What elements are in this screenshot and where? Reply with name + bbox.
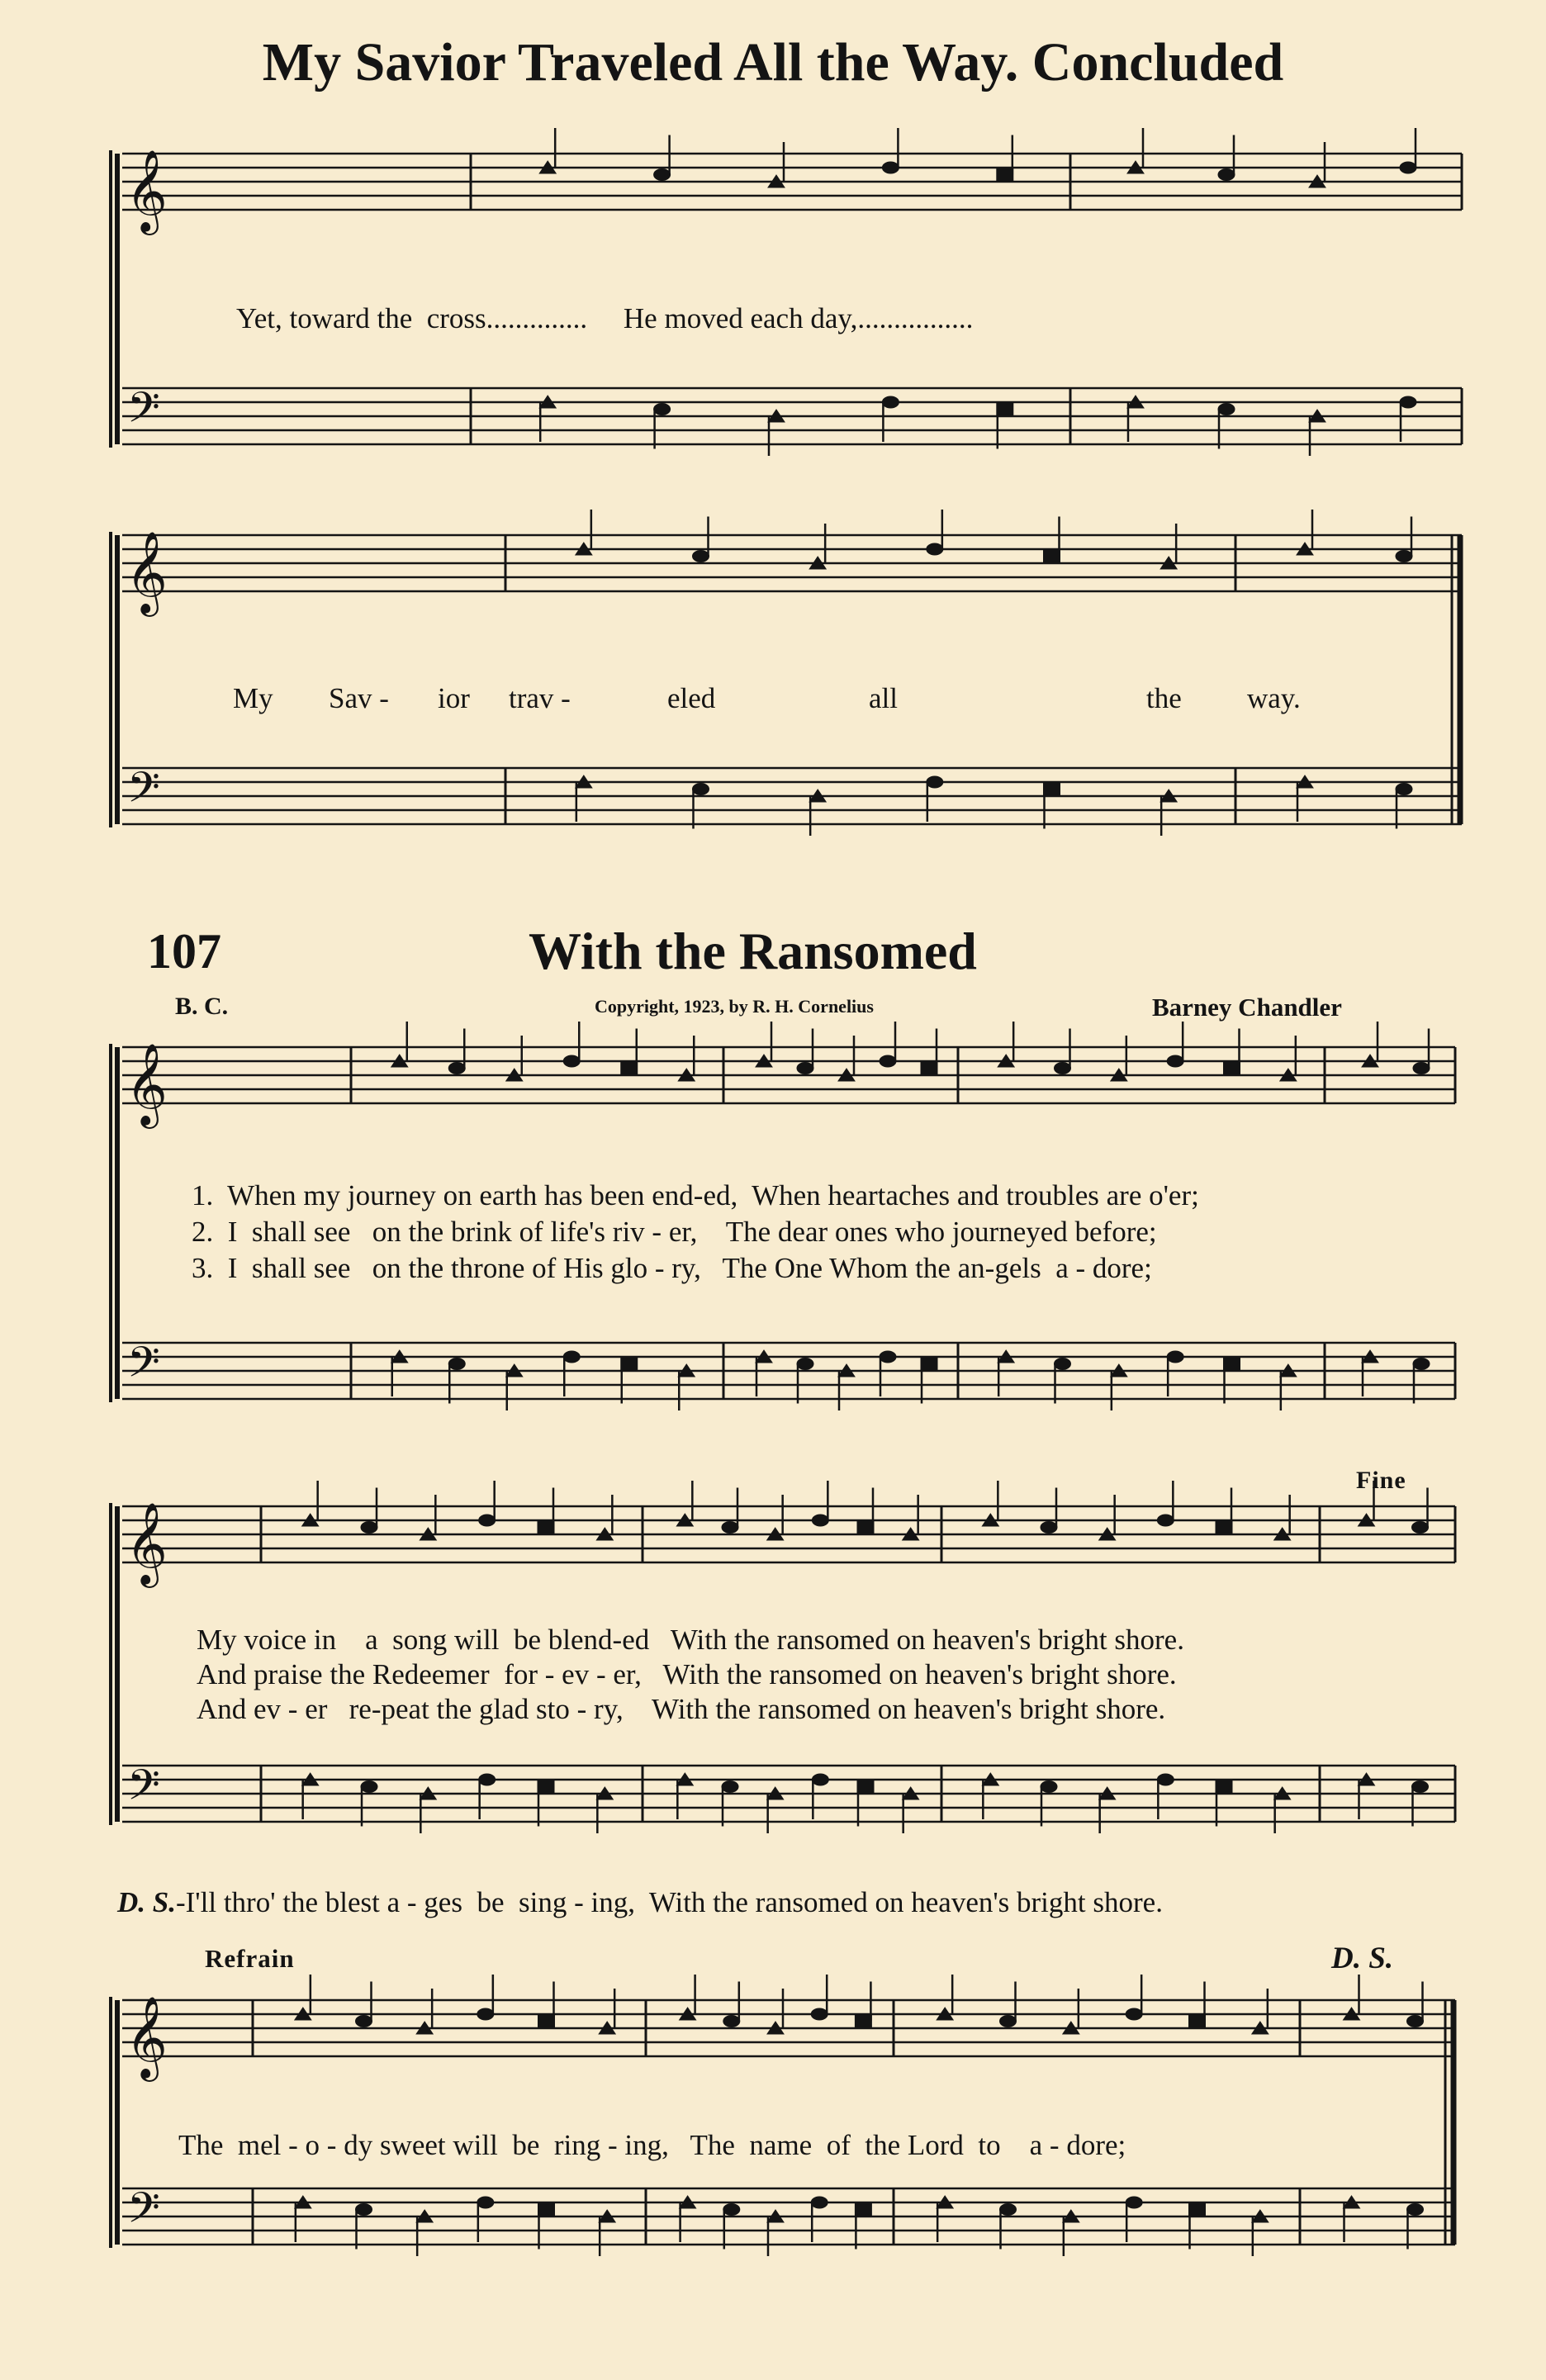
note-head [361,1781,377,1793]
note-head [1216,1781,1232,1793]
note-head [361,1522,377,1534]
note-head [1189,2204,1206,2216]
note-head [723,2016,740,2027]
note-head [356,2016,372,2027]
note-head [997,169,1013,181]
note-head [857,1522,874,1534]
ds-lyric-line [117,1886,1163,1919]
note-head [479,1774,496,1785]
note-head [812,1774,828,1785]
hymn-title: With the Ransomed [529,922,977,980]
bass-clef: 𝄢 [127,762,160,823]
note-head [563,1351,580,1363]
verse-1-line-b: My voice in a song will be blend-ed With the ransomed on heaven's bright shore. [197,1624,1184,1656]
note-head [1000,2016,1017,2027]
note-head [857,1781,874,1793]
verse-3-line-a: 3. I shall see on the throne of His glo - ry, The One Whom the an-gels a - dore; [192,1252,1152,1284]
verse-2-line-a: 2. I shall see on the brink of life's riv - er, The dear ones who journeyed before; [192,1216,1157,1248]
lyric-word: way. [1247,682,1301,714]
note-head [356,2204,372,2216]
note-head [1167,1351,1183,1363]
lyric-word: My [233,682,273,714]
lyric-word: the [1146,682,1182,714]
note-head [538,2016,555,2027]
concluded-song-title: My Savior Traveled All the Way. Concluded [262,32,1284,92]
note-head [811,2008,828,2020]
note-head [538,1781,554,1793]
treble-clef: 𝄞 [126,531,168,614]
note-head [1000,2204,1017,2216]
lyric-word: all [869,682,898,714]
note-head [1413,1063,1430,1074]
note-head [1396,551,1412,562]
bass-clef: 𝄢 [127,1760,160,1820]
verse-1-line-a: 1. When my journey on earth has been end-ed, When heartaches and troubles are o'er; [192,1179,1199,1211]
ds-prefix: D. S. [117,1886,176,1918]
note-head [1412,1781,1429,1793]
bass-clef: 𝄢 [127,2183,160,2243]
note-head [1044,551,1060,562]
refrain-label: Refrain [205,1944,295,1973]
note-head [538,1522,554,1534]
note-head [563,1055,580,1067]
note-head [1216,1522,1232,1534]
lyric-word: ior [438,682,470,714]
note-head [1400,162,1416,173]
note-head [1412,1522,1429,1534]
note-head [880,1351,896,1363]
note-head [811,2197,828,2208]
author-initials: B. C. [175,993,229,1020]
note-head [448,1358,465,1370]
fine-marking: Fine [1356,1467,1406,1494]
treble-clef: 𝄞 [126,1502,168,1585]
note-head [1055,1358,1071,1370]
note-head [1157,1515,1174,1526]
note-head [1400,396,1416,408]
treble-clef: 𝄞 [126,149,168,232]
note-head [1224,1358,1240,1370]
verse-3-line-b: And ev - er re-peat the glad sto - ry, With the ransomed on heaven's bright shore. [197,1693,1166,1725]
lyric-word: trav - [509,682,571,714]
bass-clef: 𝄢 [127,382,160,443]
note-head [880,1055,896,1067]
note-head [1396,784,1412,795]
note-head [723,2204,740,2216]
note-head [1126,2197,1142,2208]
note-head [621,1358,638,1370]
note-head [1055,1063,1071,1074]
refrain-lyric-line: The mel - o - dy sweet will be ring - ing, The name of the Lord to a - dore; [178,2129,1126,2161]
note-head [1167,1055,1183,1067]
treble-clef: 𝄞 [126,1996,168,2079]
note-head [448,1063,465,1074]
note-head [1189,2016,1206,2027]
note-head [855,2204,871,2216]
note-head [1413,1358,1430,1370]
note-head [1218,169,1235,181]
note-head [797,1063,813,1074]
note-head [1041,1781,1057,1793]
lyric-word: Sav - [329,682,389,714]
note-head [693,551,709,562]
note-head [477,2197,494,2208]
note-head [479,1515,496,1526]
note-head [882,396,899,408]
treble-clef: 𝄞 [126,1043,168,1126]
note-head [1041,1522,1057,1534]
note-head [997,404,1013,415]
lyric-line-top-1: Yet, toward the cross.............. He moved each day,................ [236,302,974,334]
note-head [1224,1063,1240,1074]
ds-lyric-text: -I'll thro' the blest a - ges be sing - ing, With the ransomed on heaven's bright shore. [176,1886,1163,1918]
note-head [1407,2204,1424,2216]
note-head [722,1781,738,1793]
note-head [1126,2008,1142,2020]
note-head [812,1515,828,1526]
note-head [654,169,671,181]
bass-clef: 𝄢 [127,1337,160,1397]
note-head [855,2016,871,2027]
note-head [1044,784,1060,795]
note-head [882,162,899,173]
note-head [538,2204,555,2216]
note-head [693,784,709,795]
dal-segno-marking: D. S. [1331,1941,1394,1975]
copyright-notice: Copyright, 1923, by R. H. Cornelius [595,996,874,1017]
note-head [1157,1774,1174,1785]
note-head [921,1063,937,1074]
lyric-word: eled [667,682,716,714]
verse-2-line-b: And praise the Redeemer for - ev - er, With the ransomed on heaven's bright shore. [197,1658,1177,1690]
note-head [927,776,943,788]
note-head [477,2008,494,2020]
note-head [1407,2016,1424,2027]
note-head [654,404,671,415]
note-head [921,1358,937,1370]
note-head [722,1522,738,1534]
note-head [1218,404,1235,415]
hymn-number: 107 [147,924,221,979]
note-head [927,543,943,555]
composer-name: Barney Chandler [1152,993,1342,1022]
note-head [621,1063,638,1074]
note-head [797,1358,813,1370]
